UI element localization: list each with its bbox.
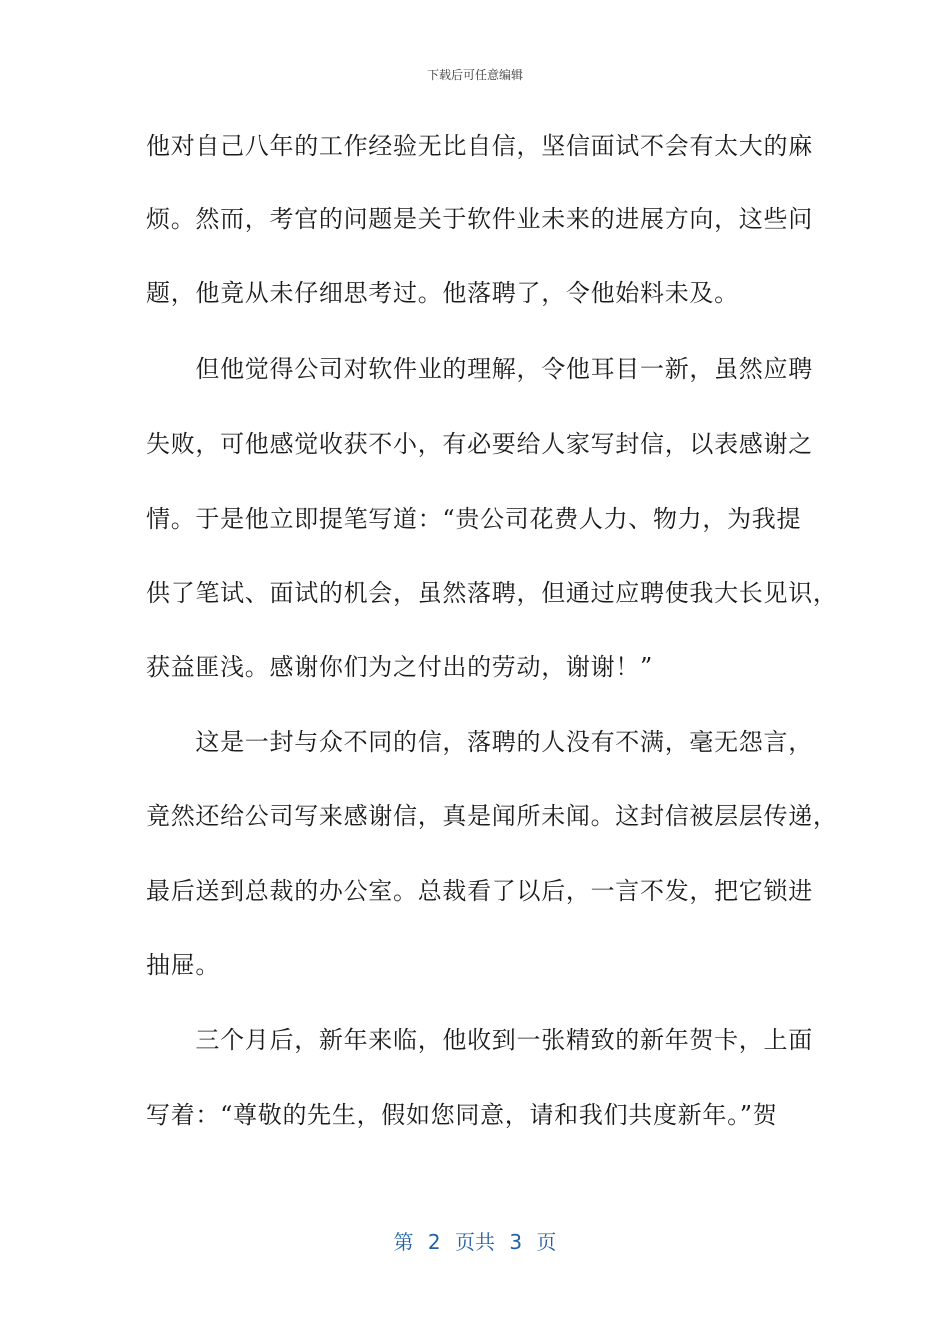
body-line: 他对自己八年的工作经验无比自信，坚信面试不会有太大的麻 [146,132,813,160]
body-line: 供了笔试、面试的机会，虽然落聘，但通过应聘使我大长见识， [146,579,838,607]
body-line: 题，他竟从未仔细思考过。他落聘了，令他始料未及。 [146,279,739,307]
body-line: 三个月后，新年来临，他收到一张精致的新年贺卡，上面 [146,1026,813,1054]
body-line: 失败，可他感觉收获不小，有必要给人家写封信，以表感谢之 [146,430,813,458]
body-line: 最后送到总裁的办公室。总裁看了以后，一言不发，把它锁进 [146,877,813,905]
body-line: 这是一封与众不同的信，落聘的人没有不满，毫无怨言， [146,728,813,756]
body-line: 获益匪浅。感谢你们为之付出的劳动，谢谢！” [146,653,653,681]
body-line: 竟然还给公司写来感谢信，真是闻所未闻。这封信被层层传递， [146,802,838,830]
body-line: 烦。然而，考官的问题是关于软件业未来的进展方向，这些问 [146,205,813,233]
body-line: 抽屉。 [146,951,221,979]
page-header: 下载后可任意编辑 [426,68,523,82]
body-line: 情。于是他立即提笔写道：“贵公司花费人力、物力，为我提 [146,505,802,533]
body-line: 但他觉得公司对软件业的理解，令他耳目一新，虽然应聘 [146,355,813,383]
body-line: 写着：“尊敬的先生，假如您同意，请和我们共度新年。”贺 [146,1101,778,1129]
page-number-footer: 第 2 页共 3 页 [393,1230,557,1254]
